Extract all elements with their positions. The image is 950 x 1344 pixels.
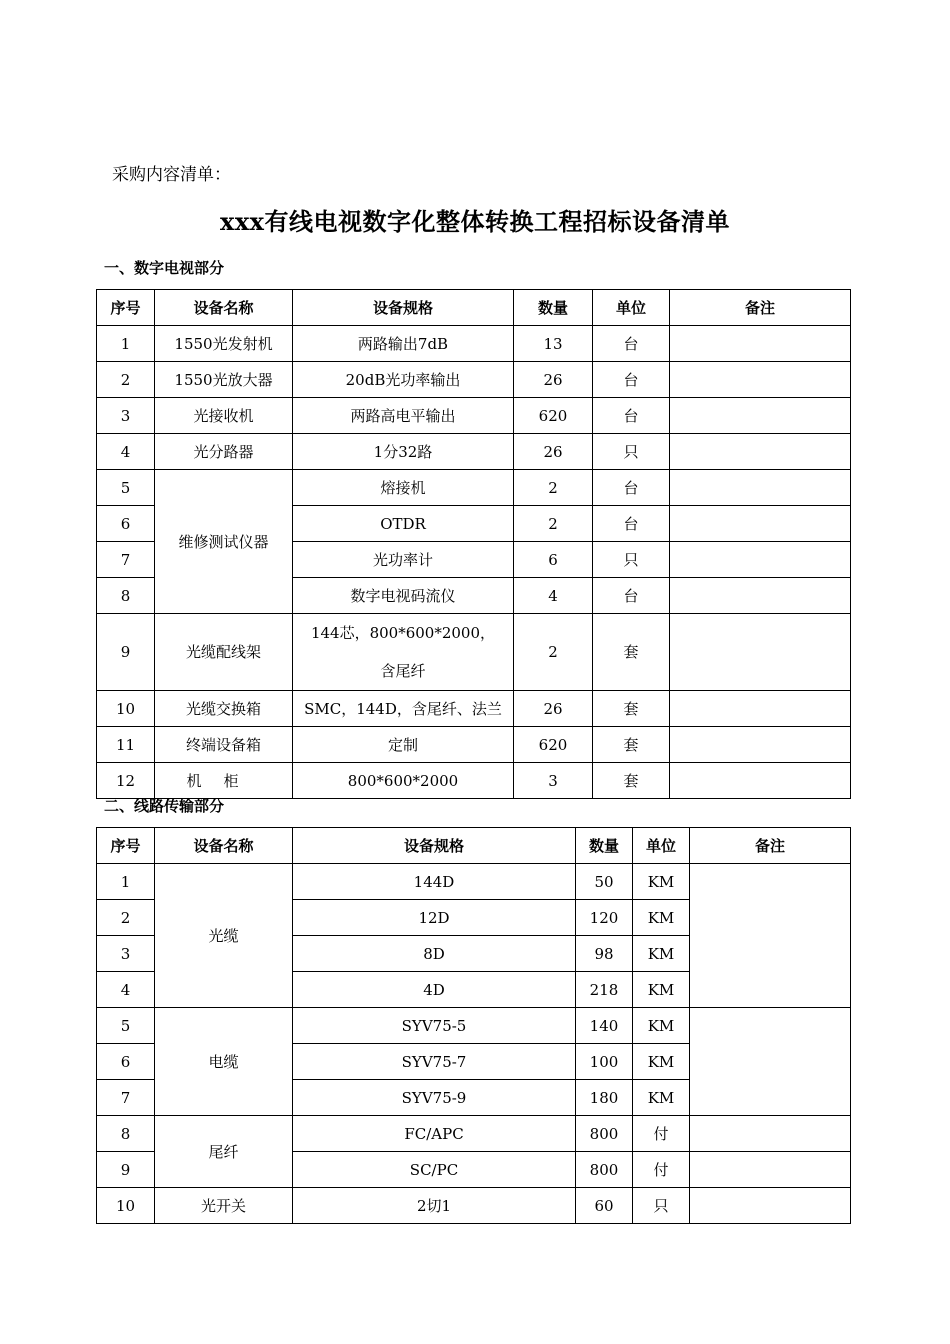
header-cell: 设备名称	[155, 290, 293, 326]
equipment-spec: SYV75-7	[293, 1044, 576, 1080]
equipment-spec: 1分32路	[293, 434, 514, 470]
note	[670, 614, 851, 691]
row-number: 2	[97, 900, 155, 936]
unit: 只	[593, 542, 670, 578]
equipment-spec: 144D	[293, 864, 576, 900]
unit: KM	[633, 936, 690, 972]
equipment-name: 光开关	[155, 1188, 293, 1224]
equipment-spec: 12D	[293, 900, 576, 936]
quantity: 4	[514, 578, 593, 614]
quantity: 50	[576, 864, 633, 900]
note	[670, 398, 851, 434]
unit: 套	[593, 763, 670, 799]
equipment-spec: 4D	[293, 972, 576, 1008]
note	[670, 434, 851, 470]
unit: 套	[593, 691, 670, 727]
table-row	[97, 1116, 851, 1152]
section-2-heading: 二、线路传输部分	[104, 797, 225, 815]
note	[670, 362, 851, 398]
unit: 付	[633, 1116, 690, 1152]
spec-line: 含尾纤	[380, 662, 426, 680]
quantity: 60	[576, 1188, 633, 1224]
table-row	[97, 326, 851, 362]
equipment-spec: 数字电视码流仪	[293, 578, 514, 614]
equipment-name: 终端设备箱	[155, 727, 293, 763]
note	[690, 1152, 851, 1188]
note	[670, 763, 851, 799]
quantity: 98	[576, 936, 633, 972]
equipment-name: 光缆	[155, 864, 293, 1008]
unit: KM	[633, 1080, 690, 1116]
quantity: 800	[576, 1116, 633, 1152]
unit: 台	[593, 578, 670, 614]
table-row	[97, 1188, 851, 1224]
row-number: 4	[97, 434, 155, 470]
unit: KM	[633, 1008, 690, 1044]
table-row	[97, 434, 851, 470]
table-row	[97, 727, 851, 763]
equipment-spec: 8D	[293, 936, 576, 972]
equipment-spec: 800*600*2000	[293, 763, 514, 799]
row-number: 11	[97, 727, 155, 763]
quantity: 13	[514, 326, 593, 362]
equipment-name: 机柜	[155, 763, 293, 799]
row-number: 5	[97, 470, 155, 506]
equipment-spec: OTDR	[293, 506, 514, 542]
header-cell: 单位	[633, 828, 690, 864]
quantity: 26	[514, 691, 593, 727]
equipment-spec: FC/APC	[293, 1116, 576, 1152]
table-row	[97, 763, 851, 799]
spec-line: 144芯，800*600*2000，	[310, 624, 496, 642]
equipment-name: 光缆交换箱	[155, 691, 293, 727]
quantity: 2	[514, 470, 593, 506]
equipment-name: 1550光发射机	[155, 326, 293, 362]
quantity: 140	[576, 1008, 633, 1044]
intro-text: 采购内容清单：	[112, 165, 231, 185]
equipment-spec: 20dB光功率输出	[293, 362, 514, 398]
unit: 台	[593, 398, 670, 434]
table-row	[97, 691, 851, 727]
equipment-spec: 两路输出7dB	[293, 326, 514, 362]
note	[690, 1008, 851, 1116]
quantity: 26	[514, 434, 593, 470]
table-header-row	[97, 290, 851, 326]
equipment-name: 尾纤	[155, 1116, 293, 1188]
row-number: 2	[97, 362, 155, 398]
unit: KM	[633, 900, 690, 936]
row-number: 7	[97, 542, 155, 578]
quantity: 6	[514, 542, 593, 578]
row-number: 9	[97, 1152, 155, 1188]
row-number: 1	[97, 864, 155, 900]
unit: 台	[593, 506, 670, 542]
unit: 付	[633, 1152, 690, 1188]
row-number: 8	[97, 578, 155, 614]
row-number: 3	[97, 398, 155, 434]
equipment-spec: 熔接机	[293, 470, 514, 506]
row-number: 1	[97, 326, 155, 362]
header-cell: 数量	[514, 290, 593, 326]
header-cell: 设备规格	[293, 290, 514, 326]
quantity: 800	[576, 1152, 633, 1188]
equipment-spec	[293, 614, 514, 691]
quantity: 2	[514, 614, 593, 691]
unit: 台	[593, 362, 670, 398]
equipment-spec: SYV75-9	[293, 1080, 576, 1116]
equipment-name: 光缆配线架	[155, 614, 293, 691]
row-number: 6	[97, 1044, 155, 1080]
header-cell: 设备名称	[155, 828, 293, 864]
note	[670, 727, 851, 763]
equipment-name: 光接收机	[155, 398, 293, 434]
quantity: 26	[514, 362, 593, 398]
row-number: 10	[97, 691, 155, 727]
row-number: 5	[97, 1008, 155, 1044]
quantity: 218	[576, 972, 633, 1008]
equipment-spec: SYV75-5	[293, 1008, 576, 1044]
unit: 套	[593, 727, 670, 763]
row-number: 8	[97, 1116, 155, 1152]
document-title: xxx有线电视数字化整体转换工程招标设备清单	[220, 207, 730, 236]
row-number: 12	[97, 763, 155, 799]
line-transmission-table	[96, 827, 851, 1224]
equipment-spec: 两路高电平输出	[293, 398, 514, 434]
note	[690, 1116, 851, 1152]
digital-tv-table	[96, 289, 851, 799]
header-cell: 序号	[97, 290, 155, 326]
table-row	[97, 1008, 851, 1044]
quantity: 620	[514, 727, 593, 763]
header-cell: 设备规格	[293, 828, 576, 864]
equipment-spec: 光功率计	[293, 542, 514, 578]
equipment-name: 1550光放大器	[155, 362, 293, 398]
quantity: 180	[576, 1080, 633, 1116]
note	[670, 470, 851, 506]
unit: 台	[593, 326, 670, 362]
header-cell: 数量	[576, 828, 633, 864]
table-row	[97, 362, 851, 398]
unit: 台	[593, 470, 670, 506]
row-number: 7	[97, 1080, 155, 1116]
note	[670, 326, 851, 362]
equipment-spec: SMC，144D，含尾纤、法兰	[293, 691, 514, 727]
unit: 套	[593, 614, 670, 691]
row-number: 6	[97, 506, 155, 542]
equipment-name: 维修测试仪器	[155, 470, 293, 614]
note	[690, 864, 851, 1008]
equipment-spec: 2切1	[293, 1188, 576, 1224]
header-cell: 备注	[690, 828, 851, 864]
table-header-row	[97, 828, 851, 864]
unit: KM	[633, 1044, 690, 1080]
equipment-spec: 定制	[293, 727, 514, 763]
row-number: 9	[97, 614, 155, 691]
note	[690, 1188, 851, 1224]
header-cell: 单位	[593, 290, 670, 326]
quantity: 100	[576, 1044, 633, 1080]
equipment-name: 电缆	[155, 1008, 293, 1116]
note	[670, 506, 851, 542]
table-row	[97, 864, 851, 900]
row-number: 3	[97, 936, 155, 972]
unit: KM	[633, 864, 690, 900]
quantity: 3	[514, 763, 593, 799]
header-cell: 序号	[97, 828, 155, 864]
header-cell: 备注	[670, 290, 851, 326]
quantity: 620	[514, 398, 593, 434]
section-1-heading: 一、数字电视部分	[104, 259, 225, 277]
unit: KM	[633, 972, 690, 1008]
table-row	[97, 614, 851, 691]
equipment-name: 光分路器	[155, 434, 293, 470]
note	[670, 578, 851, 614]
quantity: 2	[514, 506, 593, 542]
quantity: 120	[576, 900, 633, 936]
unit: 只	[633, 1188, 690, 1224]
equipment-spec: SC/PC	[293, 1152, 576, 1188]
table-row	[97, 470, 851, 506]
note	[670, 691, 851, 727]
note	[670, 542, 851, 578]
unit: 只	[593, 434, 670, 470]
table-row	[97, 398, 851, 434]
row-number: 4	[97, 972, 155, 1008]
row-number: 10	[97, 1188, 155, 1224]
